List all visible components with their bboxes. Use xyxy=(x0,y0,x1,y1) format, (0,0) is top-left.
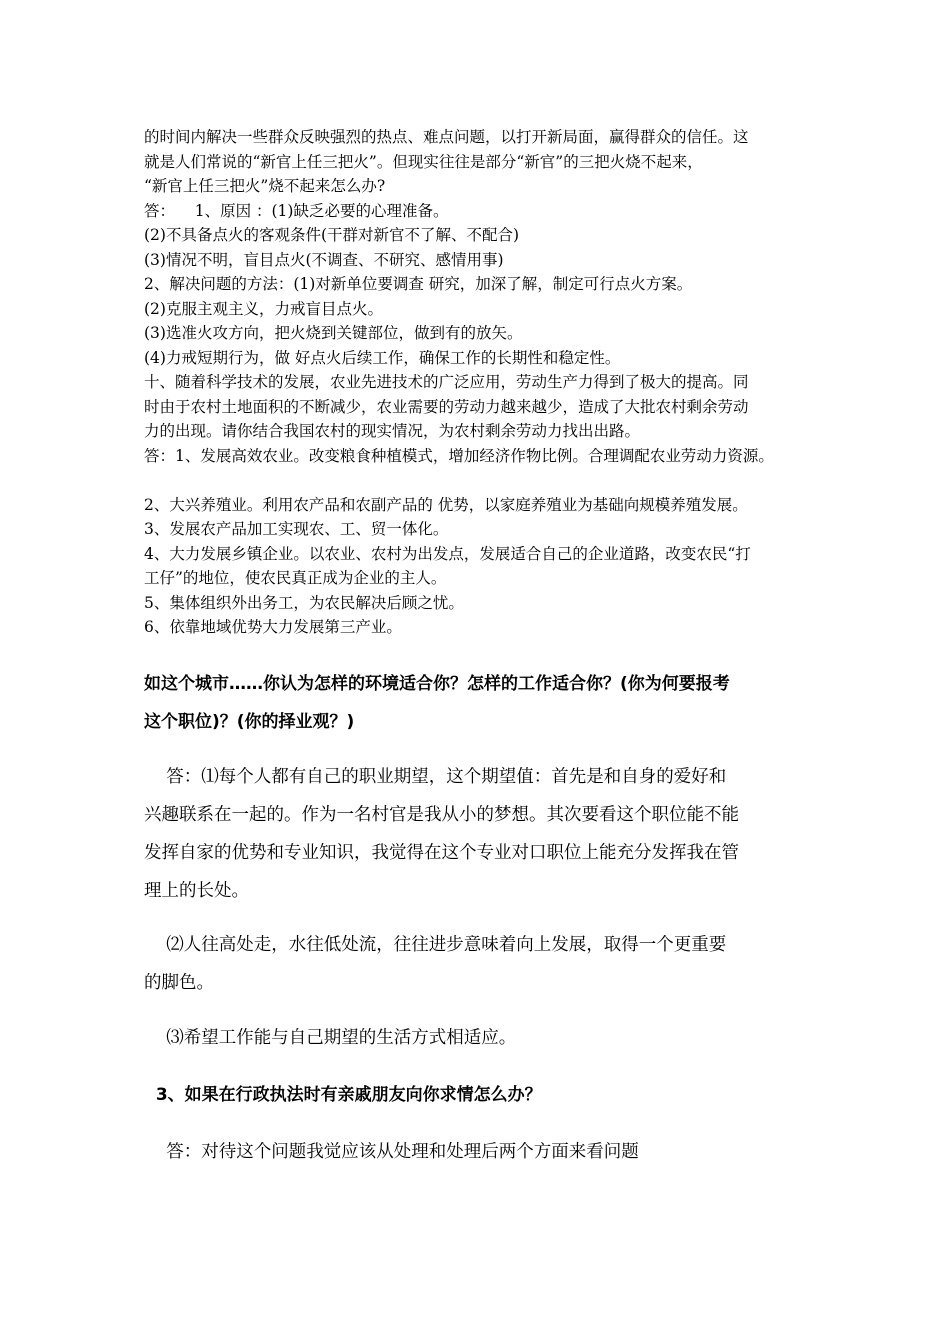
text-line: 的时间内解决一些群众反映强烈的热点、难点问题，以打开新局面，赢得群众的信任。这 xyxy=(144,128,749,146)
section-rural-answers xyxy=(144,125,834,640)
answer-line: 答：⑴每个人都有自己的职业期望，这个期望值：首先是和自身的爱好和 xyxy=(144,767,727,787)
answer-line: 理上的长处。 xyxy=(144,881,249,901)
text-line: “新官上任三把火”烧不起来怎么办? xyxy=(144,177,386,195)
question-heading: 这个职位)？(你的择业观？) xyxy=(144,712,355,732)
text-line: (3)选准火攻方向，把火烧到关键部位，做到有的放矢。 xyxy=(144,324,523,342)
answer-line: ⑵人往高处走，水往低处流，往往进步意味着向上发展，取得一个更重要 xyxy=(144,935,727,955)
text-line: 答： 1、原因 ：(1)缺乏必要的心理准备。 xyxy=(144,201,449,220)
text-line: 2、大兴养殖业。利用农产品和农副产品的 优势，以家庭养殖业为基础向规模养殖发展。 xyxy=(144,495,748,514)
question-heading: 3、如果在行政执法时有亲戚朋友向你求情怎么办？ xyxy=(144,1085,542,1105)
answer-line: 兴趣联系在一起的。作为一名村官是我从小的梦想。其次要看这个职位能不能 xyxy=(144,805,739,825)
text-line: 答：1、发展高效农业。改变粮食种植模式，增加经济作物比例。合理调配农业劳动力资源。 xyxy=(144,446,774,465)
blank-line xyxy=(144,468,834,493)
text-line: 十、随着科学技术的发展，农业先进技术的广泛应用，劳动生产力得到了极大的提高。同 xyxy=(144,373,749,391)
text-line: 6、依靠地域优势大力发展第三产业。 xyxy=(144,618,402,636)
text-line: (2)克服主观主义，力戒盲目点火。 xyxy=(144,299,383,318)
question-heading: 如这个城市……你认为怎样的环境适合你？怎样的工作适合你？(你为何要报考 xyxy=(144,674,730,694)
text-line: (3)情况不明，盲目点火(不调查、不研究、感情用事) xyxy=(144,250,504,269)
text-line: 5、集体组织外出务工，为农民解决后顾之忧。 xyxy=(144,593,464,612)
text-line: (2)不具备点火的客观条件(干群对新官不了解、不配合) xyxy=(144,226,520,244)
answer-line: 发挥自家的优势和专业知识，我觉得在这个专业对口职位上能充分发挥我在管 xyxy=(144,843,739,863)
text-line: (4)力戒短期行为，做 好点火后续工作，确保工作的长期性和稳定性。 xyxy=(144,348,621,367)
text-line: 2、解决问题的方法：(1)对新单位要调查 研究，加深了解，制定可行点火方案。 xyxy=(144,275,693,293)
text-line: 时由于农村土地面积的不断减少，农业需要的劳动力越来越少，造成了大批农村剩余劳动 xyxy=(144,397,749,416)
answer-line: 答：对待这个问题我觉应该从处理和处理后两个方面来看问题 xyxy=(144,1142,639,1162)
answer-line: ⑶希望工作能与自己期望的生活方式相适应。 xyxy=(144,1028,517,1048)
text-line: 4、大力发展乡镇企业。以农业、农村为出发点，发展适合自己的企业道路，改变农民“打 xyxy=(144,544,751,563)
text-line: 力的出现。请你结合我国农村的现实情况，为农村剩余劳动力找出出路。 xyxy=(144,422,641,440)
text-line: 就是人们常说的“新官上任三把火”。但现实往往是部分“新官”的三把火烧不起来， xyxy=(144,152,703,171)
answer-line: 的脚色。 xyxy=(144,973,214,993)
text-line: 3、发展农产品加工实现农、工、贸一体化。 xyxy=(144,520,449,538)
text-line: 工仔”的地位，使农民真正成为企业的主人。 xyxy=(144,569,447,587)
